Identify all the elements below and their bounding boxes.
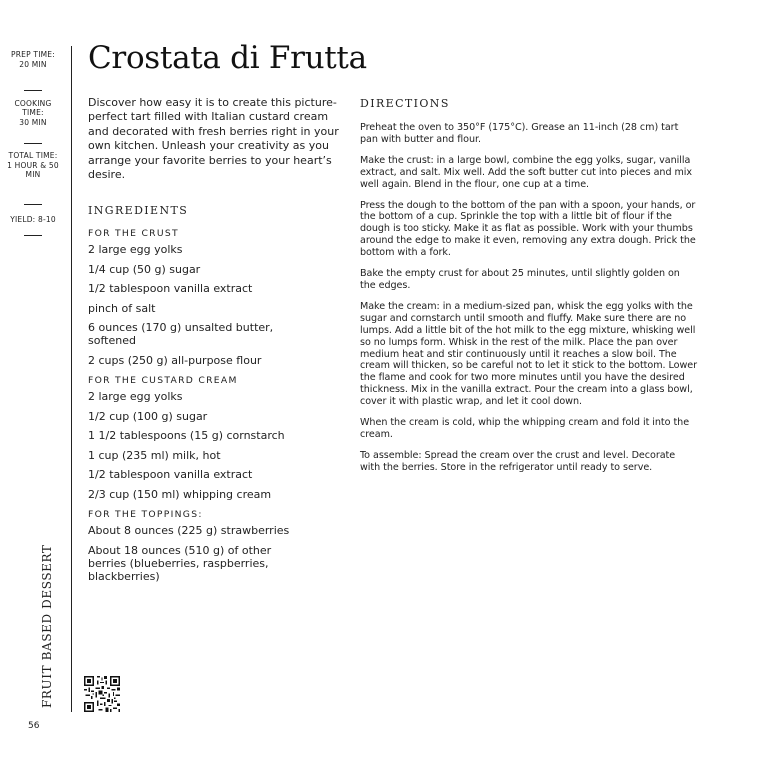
total-time: [4, 151, 62, 179]
prep-time-label: PREP TIME:: [11, 50, 55, 59]
cooking-time-value: 30 MIN: [19, 118, 47, 127]
total-time-value: 1 HOUR & 50 MIN: [7, 161, 59, 179]
yield: [4, 215, 62, 224]
yield-value: YIELD: 8-10: [10, 215, 56, 224]
direction-step: Press the dough to the bottom of the pan with a spoon, your hands, or the bottom of a cup. Sprinkle the top with a little bit of flour if the dough is too sticky. Make it as flat as possible. Work with your thumbs around the edge to make it even, removing any extra dough. Prick the bottom with a fork.: [360, 199, 696, 259]
page-number: 56: [28, 721, 40, 731]
direction-step: To assemble: Spread the cream over the crust and level. Decorate with the berries. Store in the refrigerator until ready to serve.: [360, 449, 676, 473]
ingredients-list: [88, 226, 303, 589]
ingredient-item: About 8 ounces (225 g) strawberries: [88, 524, 290, 537]
recipe-intro: Discover how easy it is to create this picture-perfect tart filled with Italian custard cream and decorated with fresh berries right in your own kitchen. Unleash your creativity as you arrange your favorite berries to your heart’s desire.: [88, 96, 339, 182]
crust-subheading: FOR THE CRUST: [88, 228, 179, 239]
ingredient-item: 1 cup (235 ml) milk, hot: [88, 448, 221, 462]
ingredient-item: 2 large egg yolks: [88, 243, 183, 256]
ingredient-item: 1/2 cup (100 g) sugar: [88, 409, 208, 423]
cooking-time: [4, 99, 62, 127]
category-label: FRUIT BASED DESSERT: [40, 544, 54, 708]
ingredient-item: 2/3 cup (150 ml) whipping cream: [88, 487, 272, 501]
ingredient-item: 2 large egg yolks: [88, 390, 183, 403]
direction-step: Make the crust: in a large bowl, combine the egg yolks, sugar, vanilla extract, and salt. Mix well. Add the soft butter cut into pieces and mix well again. Blend in the flour, one cup at a time.: [360, 154, 693, 190]
ingredients-heading: INGREDIENTS: [88, 204, 189, 217]
ingredient-item: pinch of salt: [88, 301, 156, 315]
ingredient-item: 2 cups (250 g) all-purpose flour: [88, 353, 262, 367]
ingredient-item: About 18 ounces (510 g) of other berries (blueberries, raspberries, blackberries): [88, 543, 272, 583]
ingredient-item: 6 ounces (170 g) unsalted butter, softened: [88, 321, 274, 347]
recipe-stats-sidebar: [0, 0, 70, 760]
vertical-rule: [71, 46, 72, 712]
ingredient-item: 1/2 tablespoon vanilla extract: [88, 468, 253, 481]
ingredient-item: 1 1/2 tablespoons (15 g) cornstarch: [88, 429, 285, 442]
divider: [24, 204, 42, 205]
recipe-title: Crostata di Frutta: [88, 40, 367, 76]
divider: [24, 235, 42, 236]
cooking-time-label: COOKING TIME:: [14, 99, 52, 117]
directions-list: [360, 122, 698, 483]
total-time-label: TOTAL TIME:: [8, 151, 58, 160]
directions-heading: DIRECTIONS: [360, 97, 450, 110]
prep-time: [4, 50, 62, 69]
direction-step: Bake the empty crust for about 25 minutes, until slightly golden on the edges.: [360, 268, 680, 291]
divider: [24, 90, 42, 91]
direction-step: Preheat the oven to 350°F (175°C). Grease an 11-inch (28 cm) tart pan with butter and flour.: [360, 122, 679, 145]
toppings-subheading: FOR THE TOPPINGS:: [88, 509, 203, 520]
qr-code-icon[interactable]: [84, 676, 120, 712]
ingredient-item: 1/4 cup (50 g) sugar: [88, 262, 201, 276]
divider: [24, 143, 42, 144]
custard-subheading: FOR THE CUSTARD CREAM: [88, 375, 238, 386]
direction-step: Make the cream: in a medium-sized pan, whisk the egg yolks with the sugar and cornstarch until smooth and fluffy. Make sure there are no lumps. Add a little bit of the hot milk to the egg mixture, whisking well so no lumps form. Whisk in the rest of the milk. Place the pan over medium heat and stir continuously until it reaches a slow boil. The cream will thicken, so be careful not to let it stick to the bottom. Lower the flame and cook for two more minutes until you have the desired thickness. Mix in the vanilla extract. Pour the cream into a glass bowl, cover it with plastic wrap, and let it cool down.: [360, 300, 697, 408]
ingredient-item: 1/2 tablespoon vanilla extract: [88, 282, 253, 295]
prep-time-value: 20 MIN: [19, 60, 47, 69]
direction-step: When the cream is cold, whip the whipping cream and fold it into the cream.: [360, 417, 690, 440]
